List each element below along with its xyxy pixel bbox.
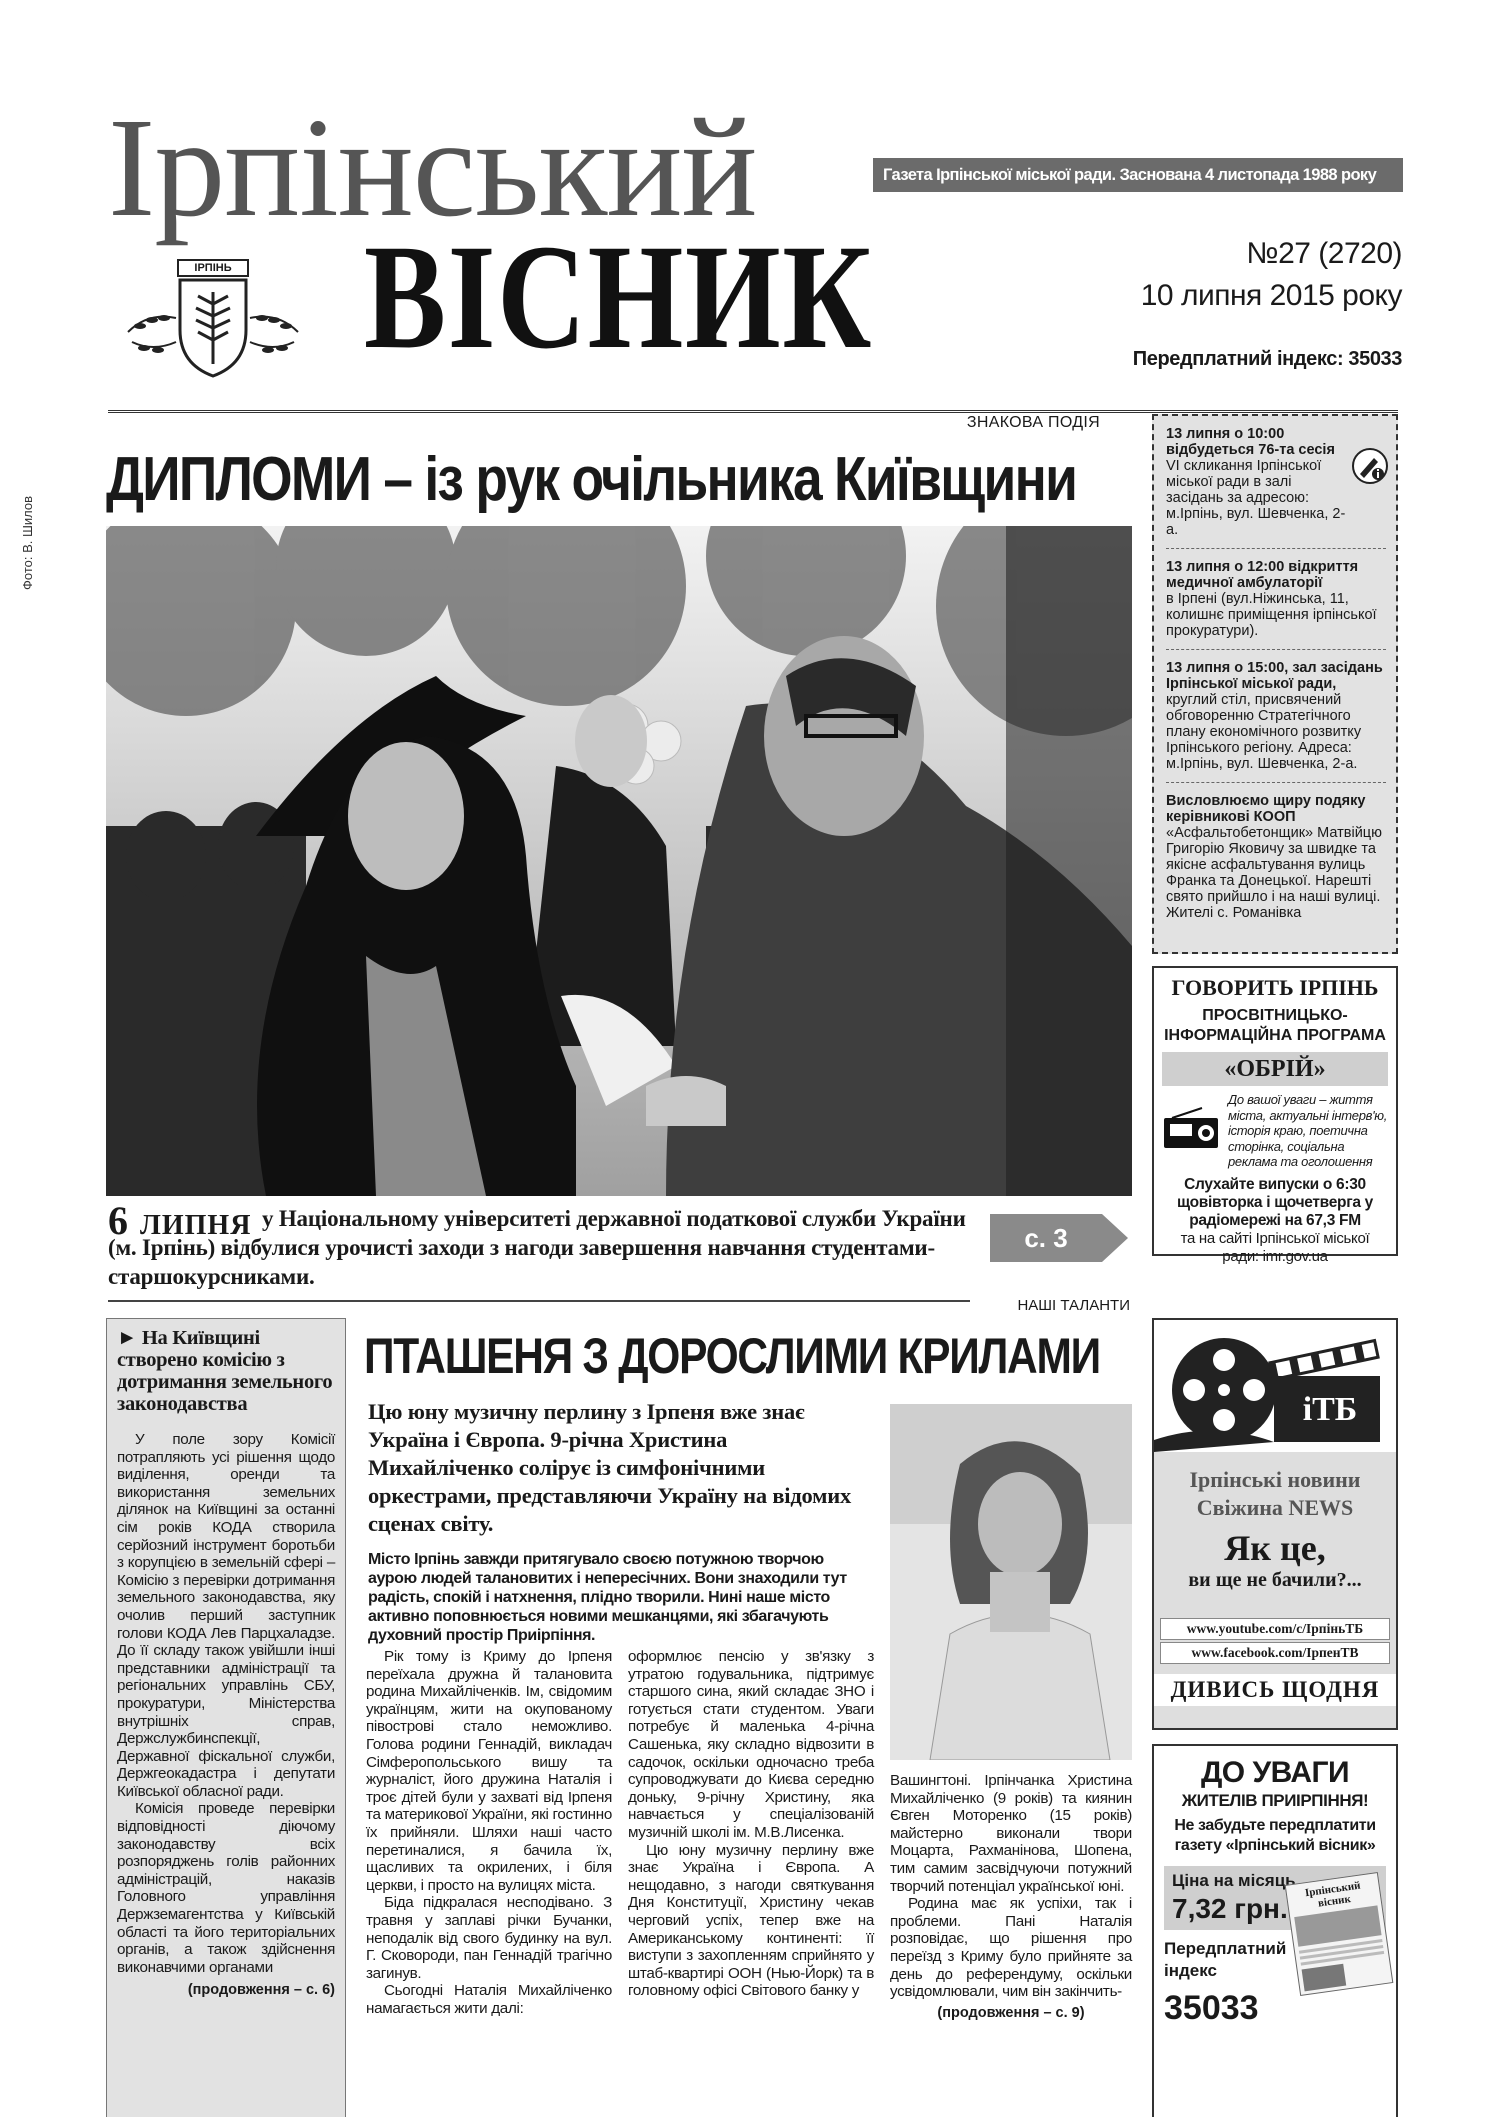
itv-line-2: Свіжина NEWS [1196, 1495, 1354, 1520]
city-crest [118, 252, 308, 382]
announcement-2 [1166, 559, 1386, 639]
lead-rubric: ЗНАКОВА ПОДІЯ [966, 414, 1100, 431]
talent-col3-p1: Вашингтоні. Ірпінчанка Христина Михайліченко (9 років) та киянин Євген Моторенко (15 років) майстерно виконали твори Моцарта, Рахманінова, Шопена, тим самим засвідчуючи потужний творчий потенціал української юні. [890, 1772, 1132, 1895]
itv-youtube-url[interactable]: www.youtube.com/c/ІрпіньТБ [1160, 1618, 1390, 1640]
announcement-4-title: Висловлюємо щиру подяку керівникові КООП [1166, 793, 1366, 825]
subscription-index: Передплатний індекс: 35033 [1132, 348, 1402, 370]
land-paragraph-2: Комісія проведе перевірки відповідності діючому законодавству всіх розпоряджень голів районних адміністрацій, наказів Головного управління Держземагентства у Київській області та його територіальних органів, а також здійснення виконавчими органами [117, 1800, 335, 1976]
talent-col2-p1: оформлює пенсію у зв'язку з утратою годувальника, підтримує старшого сина, який складає ЗНО і готується стати студентом. Уваги потребує й маленька 4-річна Сашенька, яку складно відвозити в садочок, оскільки одночасно треба супроводжувати до Києва середню доньку, 9-річну Христину, яка навчається у спеціалізованій музичній школі ім. М.В.Лисенка. [628, 1648, 874, 1841]
subscribe-text: Не забудьте передплатити газету «Ірпінський вісник» [1174, 1817, 1376, 1854]
land-paragraph-1: У поле зору Комісії потрапляють усі рішення щодо виділення, оренди та використання земельних ділянок на Київщині за останні сім років КОДА створила серйозний інструмент боротьби з корупцією в земельній сфері – Комісію з перевірки дотримання земельного законодавства, яку очолив перший заступник голови КОДА Лев Парцхаладзе. До її складу також увійшли інші представники адміністрації та регіональних управлінь СБУ, прокуратури, Міністерства внутрішніх справ, Держслужбинспекції, Державної фіскальної служби, Держгеокадастра і депутати Київської обласної ради. [117, 1431, 335, 1800]
lead-caption-text: у Національному університеті державної податкової служби України (м. Ірпінь) відбулися урочисті заходи з нагоди завершення навчання студентами-старшокурсниками. [108, 1206, 966, 1289]
announcement-1-title: 13 липня о 10:00 відбудеться 76-та сесія [1166, 426, 1335, 458]
announcement-3 [1166, 660, 1386, 772]
page-ref-arrow[interactable] [990, 1214, 1130, 1262]
announcement-2-title: 13 липня о 12:00 відкриття медичної амбулаторії [1166, 559, 1359, 591]
lead-headline: ДИПЛОМИ – із рук очільника Київщини [106, 445, 1077, 514]
announcement-3-text: круглий стіл, присвячений обговоренню Стратегічного плану економічного розвитку Ірпінського регіону. Адреса: м.Ірпінь, вул. Шевченка, 2-а. [1166, 692, 1362, 772]
itv-watch: ДИВИСЬ ЩОДНЯ [1154, 1674, 1396, 1706]
itv-ad[interactable] [1152, 1318, 1398, 1730]
masthead-title-top: Ірпінський [108, 88, 757, 246]
crest-label: ІРПІНЬ [194, 262, 232, 274]
talent-column-3 [890, 1772, 1132, 2023]
talent-col1-p2: Біда підкралася несподівано. З травня у заплаві річки Бучанки, неподалік від свого будинку на вул. Г. Сковороди, пан Геннадій трагічно загинув. [366, 1894, 612, 1982]
photo-credit: Фото: В. Шилов [20, 495, 35, 590]
radio-title: ГОВОРИТЬ ІРПІНЬ [1171, 975, 1379, 1000]
itv-facebook-url[interactable]: www.facebook.com/ІрпенТВ [1160, 1642, 1390, 1664]
announcement-2-text: в Ірпені (вул.Ніжинська, 11, колишнє приміщення ірпінської прокуратури). [1166, 591, 1377, 639]
girl-portrait-photo [890, 1404, 1132, 1760]
subscribe-index: 35033 [1164, 1989, 1259, 2027]
issue-date: 10 липня 2015 року [1140, 279, 1402, 312]
announcements-box [1152, 414, 1398, 954]
radio-box [1152, 966, 1398, 1265]
land-continued: (продовження – с. 6) [187, 1982, 335, 1999]
itv-line-1: Ірпінські новини [1189, 1467, 1361, 1492]
radio-icon [1162, 1092, 1228, 1170]
announcement-4-text: «Асфальтобетонщик» Матвійцю Григорію Яковичу за швидке та якісне асфальтування вулиць Франка та Донецької. Нарешті свято прийшло і на наші вулиці. Жителі с. Романівка [1166, 825, 1382, 921]
radio-program-type: ПРОСВІТНИЦЬКО-ІНФОРМАЦІЙНА ПРОГРАМА [1164, 1007, 1386, 1044]
radio-description: До вашої уваги – життя міста, актуальні інтерв'ю, історія краю, поетична сторінка, соціальна реклама та оголошення [1228, 1092, 1388, 1169]
radio-site: та на сайті Ірпінської міської ради: imr.gov.ua [1180, 1229, 1370, 1265]
itv-logo-area [1154, 1320, 1396, 1452]
itv-slogan-1: Як це, [1224, 1528, 1326, 1568]
lead-caption-date: 6 липня [108, 1198, 252, 1243]
talent-column-1 [366, 1648, 612, 2017]
masthead-title-bottom: ВІСНИК [364, 214, 874, 380]
talent-headline: ПТАШЕНЯ З ДОРОСЛИМИ КРИЛАМИ [364, 1328, 1100, 1384]
land-headline: ► На Київщині створено комісію з дотримання земельного законодавства [117, 1327, 333, 1415]
subscribe-subtitle: ЖИТЕЛІВ ПРИІРПІННЯ! [1181, 1791, 1369, 1810]
talent-intro: Місто Ірпінь завжди притягувало своєю потужною творчою аурою людей талановитих і непересічних. Вони знаходили тут радість, спокій і натхнення, плідно творили. Нині наше місто активно поповнюється новими мешканцями, які збагачують духовний простір Приірпіння. [368, 1551, 847, 1644]
masthead-subtitle: Газета Ірпінської міської ради. Заснована 4 листопада 1988 року [873, 158, 1403, 192]
masthead-divider [108, 410, 1398, 413]
announcement-3-title: 13 липня о 15:00, зал засідань Ірпінської міської ради, [1166, 660, 1383, 692]
subscribe-title: ДО УВАГИ [1200, 1756, 1350, 1789]
subscribe-price: 7,32 грн. [1172, 1893, 1288, 1924]
radio-schedule: Слухайте випуски о 6:30 щовівторка і щочетверга у радіомережі на 67,3 FM [1177, 1175, 1373, 1229]
subscribe-box [1152, 1744, 1398, 2117]
newspaper-thumbnail [1285, 1872, 1394, 1996]
info-pen-icon [1352, 448, 1388, 484]
land-article [106, 1318, 346, 2117]
announcement-4 [1166, 793, 1386, 921]
radio-program-name: «ОБРІЙ» [1162, 1052, 1388, 1086]
mini-newspaper-title: Ірпінський вісник [1304, 1879, 1362, 1910]
subscribe-price-label: Ціна на місяць [1172, 1871, 1296, 1890]
talent-column-2 [628, 1648, 874, 2000]
talent-col3-p2: Родина має як успіхи, так і проблеми. Пані Наталія розповідає, що рішення про переїзд з Криму було прийняте за день до референдуму, оскільки усвідомлювали, чим він закінчить- [890, 1895, 1132, 2001]
graduation-photo [106, 526, 1132, 1196]
announcement-1-text: VI скликання Ірпінської міської ради в залі засідань за адресою: м.Ірпінь, вул. Шевченка, 2-а. [1166, 458, 1346, 538]
talent-col1-p3: Сьогодні Наталія Михайліченко намагається жити далі: [366, 1982, 612, 2017]
talent-continued: (продовження – с. 9) [937, 2004, 1085, 2021]
subscribe-index-label: Передплатний індекс [1164, 1939, 1287, 1980]
issue-number: №27 (2720) [1246, 237, 1402, 270]
talent-col1-p1: Рік тому із Криму до Ірпеня переїхала дружна й талановита родина Михайліченків. Ім, свідомим українцям, жити на окупованому півострові стало неможливо. Голова родини Геннадій, викладач Сімферопольського вишу та журналіст, його дружина Наталія і троє дітей були у захваті від Ірпеня та материкової України, які гостинно їх прийняли. Шляхи наші часто перетиналися, я бачила їх, щасливих та окрилених, і біля церкви, і просто на вулицях міста. [366, 1648, 612, 1894]
talent-rubric: НАШІ ТАЛАНТИ [970, 1296, 1130, 1316]
page-ref-label[interactable]: с. 3 [1024, 1223, 1068, 1253]
itv-slogan-2: ви ще не бачили?... [1188, 1569, 1362, 1591]
itv-logo-text: іТБ [1302, 1391, 1358, 1428]
talent-lead: Цю юну музичну перлину з Ірпеня вже знає Україна і Європа. 9-річна Христина Михайліченко солірує із симфонічними оркестрами, представляючи Україну на відомих сценах світу. [368, 1399, 852, 1536]
talent-col2-p2: Цю юну музичну перлину вже знає Україна і Європа. А нещодавно, з нагоди святкування Дня Конституції, Христину чекав черговий успіх, тепер вже на Американському континенті: її виступи з захопленням сприйнято у штаб-квартирі ООН (Нью-Йорк) та в головному офісі Світового банку у [628, 1841, 874, 2000]
